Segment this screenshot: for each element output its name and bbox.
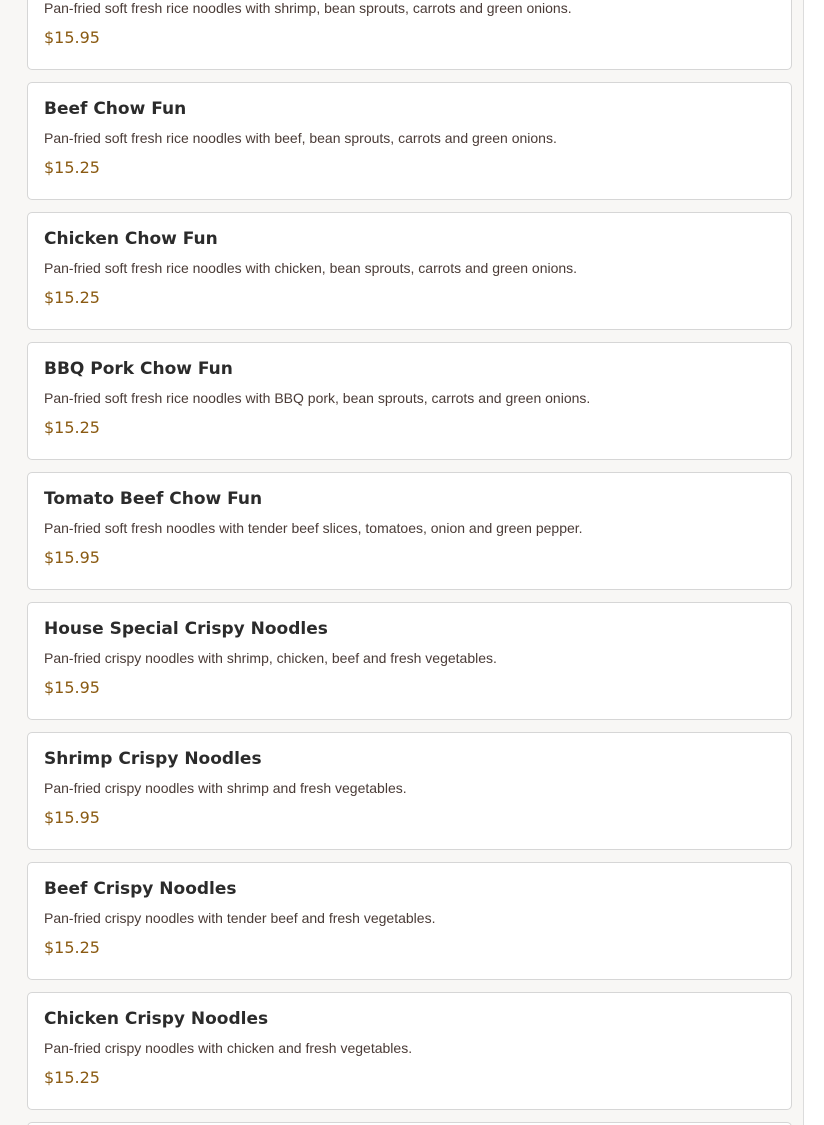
menu-item-price: $15.95 <box>44 548 100 567</box>
menu-item-card[interactable] <box>27 732 792 850</box>
menu-item-card[interactable] <box>27 602 792 720</box>
menu-item-name: Chicken Chow Fun <box>44 229 218 249</box>
menu-item-price: $15.95 <box>44 808 100 827</box>
menu-item-price: $15.25 <box>44 1068 100 1087</box>
menu-item-description: Pan-fried soft fresh rice noodles with BBQ pork, bean sprouts, carrots and green onions. <box>44 390 591 406</box>
menu-item-price: $15.25 <box>44 158 100 177</box>
menu-item-card[interactable] <box>27 342 792 460</box>
menu-item-price: $15.95 <box>44 28 100 47</box>
menu-item-description: Pan-fried soft fresh noodles with tender beef slices, tomatoes, onion and green pepper. <box>44 520 583 536</box>
menu-item-name: Tomato Beef Chow Fun <box>44 489 263 509</box>
menu-item-description: Pan-fried crispy noodles with shrimp and fresh vegetables. <box>44 780 407 796</box>
menu-item-name: Shrimp Crispy Noodles <box>44 749 262 769</box>
menu-item-name: Beef Crispy Noodles <box>44 879 237 899</box>
menu-item-description: Pan-fried soft fresh rice noodles with chicken, bean sprouts, carrots and green onions. <box>44 260 578 276</box>
menu-item-description: Pan-fried soft fresh rice noodles with beef, bean sprouts, carrots and green onions. <box>44 130 557 146</box>
menu-item-list <box>27 0 792 1125</box>
menu-item-name: House Special Crispy Noodles <box>44 619 328 639</box>
menu-item-name: Chicken Crispy Noodles <box>44 1009 269 1029</box>
menu-item-card[interactable] <box>27 0 792 70</box>
menu-item-price: $15.25 <box>44 418 100 437</box>
menu-item-card[interactable] <box>27 992 792 1110</box>
menu-item-card[interactable] <box>27 862 792 980</box>
menu-item-description: Pan-fried soft fresh rice noodles with shrimp, bean sprouts, carrots and green onions. <box>44 0 572 16</box>
menu-item-price: $15.95 <box>44 678 100 697</box>
menu-item-description: Pan-fried crispy noodles with chicken and fresh vegetables. <box>44 1040 413 1056</box>
menu-item-card[interactable] <box>27 472 792 590</box>
menu-item-name: BBQ Pork Chow Fun <box>44 359 233 379</box>
menu-item-description: Pan-fried crispy noodles with shrimp, chicken, beef and fresh vegetables. <box>44 650 497 666</box>
menu-item-price: $15.25 <box>44 288 100 307</box>
menu-item-description: Pan-fried crispy noodles with tender beef and fresh vegetables. <box>44 910 436 926</box>
menu-item-card[interactable] <box>27 82 792 200</box>
menu-item-name: Beef Chow Fun <box>44 99 187 119</box>
menu-item-card[interactable] <box>27 212 792 330</box>
menu-item-price: $15.25 <box>44 938 100 957</box>
